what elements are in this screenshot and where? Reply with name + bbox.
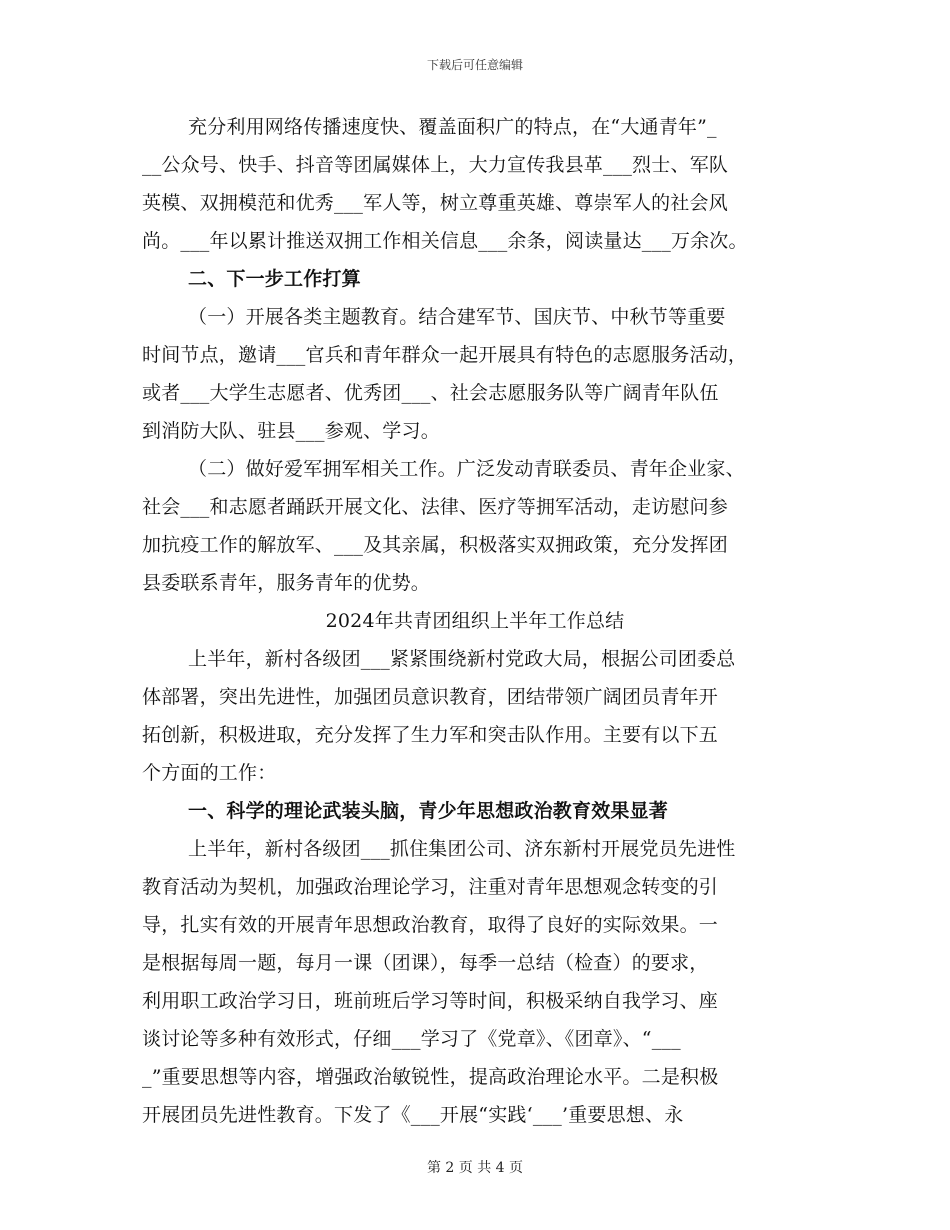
paragraph-line: （二）做好爱军拥军相关工作。广泛发动青联委员、青年企业家、: [188, 458, 745, 480]
section-heading: 一、科学的理论武装头脑，青少年思想政治教育效果显著: [188, 800, 669, 822]
paragraph-line: 英模、双拥模范和优秀___军人等，树立尊重英雄、尊崇军人的社会风: [142, 192, 728, 214]
paragraph-line: 县委联系青年，服务青年的优势。: [142, 572, 431, 594]
document-title: 2024年共青团组织上半年工作总结: [325, 610, 625, 632]
paragraph-line: 上半年，新村各级团___紧紧围绕新村党政大局，根据公司团委总: [188, 648, 736, 670]
paragraph-line: 加抗疫工作的解放军、___及其亲属，积极落实双拥政策，充分发挥团: [142, 534, 728, 556]
paragraph-line: （一）开展各类主题教育。结合建军节、国庆节、中秋节等重要: [188, 306, 726, 328]
paragraph-line: 充分利用网络传播速度快、覆盖面积广的特点，在“大通青年”_: [188, 116, 717, 138]
header-note: 下载后可任意编辑: [426, 58, 523, 72]
paragraph-line: 上半年，新村各级团___抓住集团公司、济东新村开展党员先进性: [188, 838, 736, 860]
page-number: 第 2 页 共 4 页: [426, 1160, 524, 1176]
section-heading: 二、下一步工作打算: [188, 268, 361, 290]
paragraph-line: 谈讨论等多种有效形式，仔细___学习了《党章》、《团章》、“___: [142, 1028, 681, 1050]
paragraph-line: __公众号、快手、抖音等团属媒体上，大力宣传我县革___烈士、军队: [142, 154, 729, 176]
paragraph-line: 开展团员先进性教育。下发了《___开展“实践‘___’重要思想、永: [142, 1104, 684, 1126]
paragraph-line: 利用职工政治学习日，班前班后学习等时间，积极采纳自我学习、座: [142, 990, 719, 1012]
document-body: [142, 108, 808, 1134]
paragraph-line: 拓创新，积极进取，充分发挥了生力军和突击队作用。主要有以下五: [142, 724, 719, 746]
paragraph-line: 体部署，突出先进性，加强团员意识教育，团结带领广阔团员青年开: [142, 686, 719, 708]
paragraph-line: 是根据每周一题，每月一课（团课），每季一总结（检查）的要求，: [142, 952, 709, 974]
paragraph-line: 教育活动为契机，加强政治理论学习，注重对青年思想观念转变的引: [142, 876, 719, 898]
paragraph-line: 导，扎实有效的开展青年思想政治教育，取得了良好的实际效果。一: [142, 914, 719, 936]
paragraph-line: 到消防大队、驻县___参观、学习。: [142, 420, 440, 442]
paragraph-line: _”重要思想等内容，增强政治敏锐性，提高政治理论水平。二是积极: [142, 1066, 719, 1088]
paragraph-line: 尚。___年以累计推送双拥工作相关信息___余条，阅读量达___万余次。: [142, 230, 748, 252]
paragraph-line: 个方面的工作：: [142, 762, 277, 784]
paragraph-line: 或者___大学生志愿者、优秀团___、社会志愿服务队等广阔青年队伍: [142, 382, 719, 404]
paragraph-line: 社会___和志愿者踊跃开展文化、法律、医疗等拥军活动，走访慰问参: [142, 496, 728, 518]
paragraph-line: 时间节点，邀请___官兵和青年群众一起开展具有特色的志愿服务活动，: [142, 344, 748, 366]
